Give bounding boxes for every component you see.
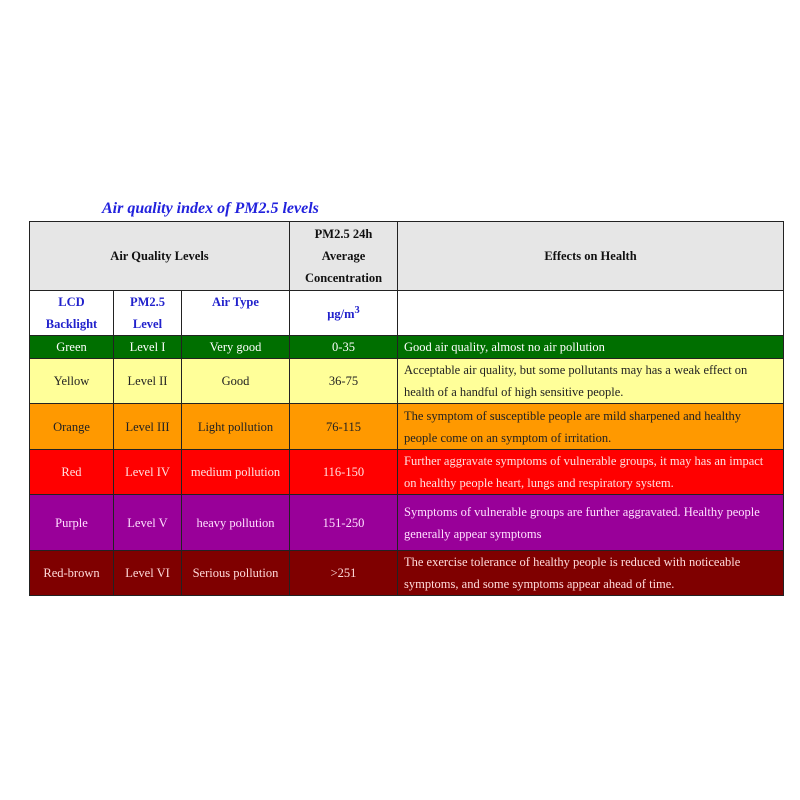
- subheader-row: [30, 291, 784, 336]
- table-row: [30, 551, 784, 596]
- table-row: [30, 495, 784, 551]
- subheader-lcd: LCD Backlight: [30, 291, 114, 336]
- cell-level: Level IV: [114, 450, 182, 495]
- cell-type: Light pollution: [182, 404, 290, 450]
- cell-lcd: Red: [30, 450, 114, 495]
- cell-conc: 76-115: [290, 404, 398, 450]
- table-row: [30, 450, 784, 495]
- cell-effect: Symptoms of vulnerable groups are further aggravated. Healthy people generally appear symptoms: [398, 495, 784, 551]
- cell-effect: Good air quality, almost no air pollution: [398, 336, 784, 359]
- table-row: [30, 336, 784, 359]
- cell-lcd: Yellow: [30, 359, 114, 404]
- table-row: [30, 359, 784, 404]
- cell-lcd: Green: [30, 336, 114, 359]
- subheader-empty: [398, 291, 784, 336]
- table-title: Air quality index of PM2.5 levels: [102, 200, 319, 217]
- cell-level: Level V: [114, 495, 182, 551]
- cell-type: medium pollution: [182, 450, 290, 495]
- cell-lcd: Red-brown: [30, 551, 114, 596]
- subheader-unit: $\mu g/m^3$: [290, 291, 398, 336]
- subheader-level: PM2.5 Level: [114, 291, 182, 336]
- cell-effect: The symptom of susceptible people are mild sharpened and healthy people come on an symptom of irritation.: [398, 404, 784, 450]
- header-row: [30, 222, 784, 291]
- cell-conc: 116-150: [290, 450, 398, 495]
- aqi-table: [29, 221, 784, 596]
- table-row: [30, 404, 784, 450]
- cell-level: Level III: [114, 404, 182, 450]
- cell-conc: 151-250: [290, 495, 398, 551]
- cell-type: Good: [182, 359, 290, 404]
- header-effects: Effects on Health: [398, 222, 784, 291]
- cell-lcd: Orange: [30, 404, 114, 450]
- cell-conc: 36-75: [290, 359, 398, 404]
- cell-type: Very good: [182, 336, 290, 359]
- header-air-quality-levels: Air Quality Levels: [30, 222, 290, 291]
- cell-level: Level II: [114, 359, 182, 404]
- cell-type: Serious pollution: [182, 551, 290, 596]
- cell-type: heavy pollution: [182, 495, 290, 551]
- header-concentration: PM2.5 24h Average Concentration: [290, 222, 398, 291]
- cell-effect: The exercise tolerance of healthy people is reduced with noticeable symptoms, and some symptoms appear ahead of time.: [398, 551, 784, 596]
- subheader-air-type: Air Type: [182, 291, 290, 336]
- cell-effect: Further aggravate symptoms of vulnerable groups, it may has an impact on healthy people heart, lungs and respiratory system.: [398, 450, 784, 495]
- cell-conc: 0-35: [290, 336, 398, 359]
- cell-effect: Acceptable air quality, but some pollutants may has a weak effect on health of a handful of high sensitive people.: [398, 359, 784, 404]
- cell-level: Level I: [114, 336, 182, 359]
- cell-lcd: Purple: [30, 495, 114, 551]
- cell-conc: >251: [290, 551, 398, 596]
- cell-level: Level VI: [114, 551, 182, 596]
